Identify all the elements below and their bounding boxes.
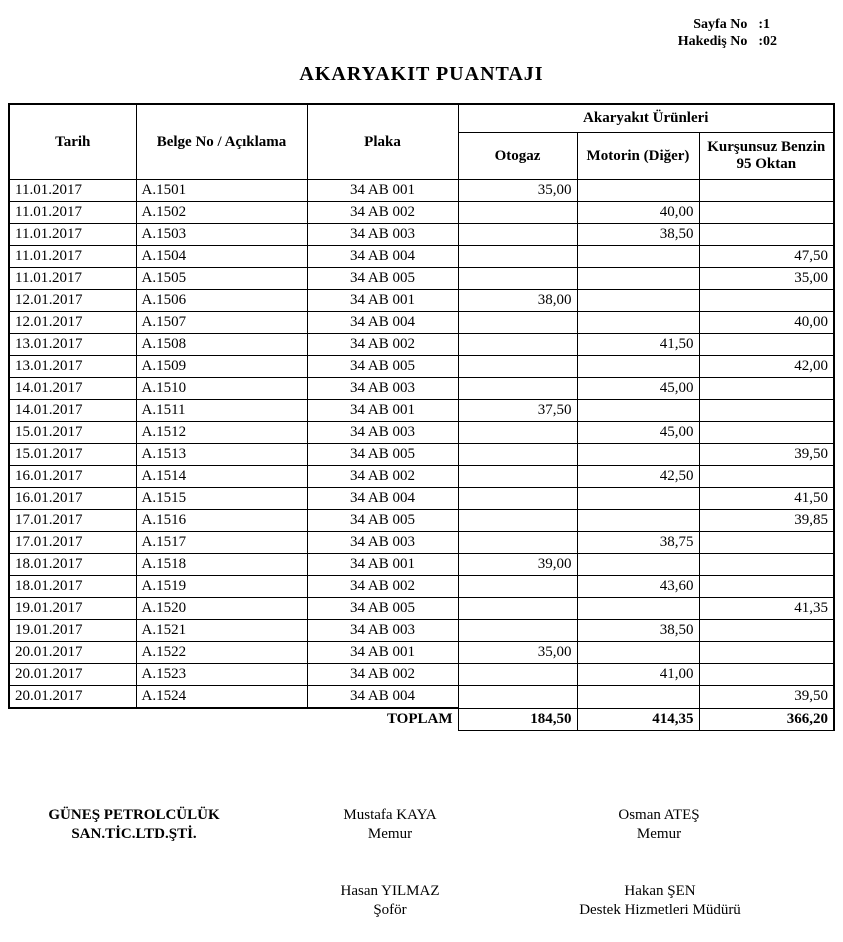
cell-benzin [699, 400, 834, 422]
cell-otogaz [458, 510, 577, 532]
table-row [9, 488, 834, 510]
cell-plaka: 34 AB 002 [307, 202, 458, 224]
cell-benzin [699, 378, 834, 400]
cell-belge: A.1517 [136, 532, 307, 554]
cell-plaka: 34 AB 004 [307, 488, 458, 510]
signature-line1: Osman ATEŞ [618, 807, 700, 823]
cell-otogaz [458, 686, 577, 709]
cell-otogaz [458, 620, 577, 642]
cell-motorin: 41,00 [577, 664, 699, 686]
cell-motorin [577, 290, 699, 312]
signature-line2: Destek Hizmetleri Müdürü [579, 902, 741, 918]
table-row [9, 664, 834, 686]
table-row [9, 246, 834, 268]
cell-otogaz [458, 488, 577, 510]
cell-belge: A.1519 [136, 576, 307, 598]
cell-tarih: 18.01.2017 [9, 576, 136, 598]
cell-motorin: 38,50 [577, 224, 699, 246]
cell-belge: A.1524 [136, 686, 307, 709]
cell-motorin [577, 268, 699, 290]
cell-plaka: 34 AB 005 [307, 356, 458, 378]
cell-motorin [577, 444, 699, 466]
cell-tarih: 16.01.2017 [9, 466, 136, 488]
cell-motorin: 45,00 [577, 422, 699, 444]
fuel-score-table [8, 103, 835, 731]
cell-benzin [699, 620, 834, 642]
cell-tarih: 13.01.2017 [9, 356, 136, 378]
cell-tarih: 12.01.2017 [9, 312, 136, 334]
cell-plaka: 34 AB 001 [307, 290, 458, 312]
column-header-belge: Belge No / Açıklama [136, 104, 307, 180]
header-row-group [9, 104, 834, 133]
cell-benzin [699, 554, 834, 576]
cell-otogaz [458, 334, 577, 356]
cell-benzin [699, 202, 834, 224]
signature-hakan-sen [579, 882, 741, 920]
table-row [9, 598, 834, 620]
cell-plaka: 34 AB 003 [307, 378, 458, 400]
cell-plaka: 34 AB 004 [307, 686, 458, 709]
table-row [9, 642, 834, 664]
total-motorin: 414,35 [577, 708, 699, 730]
cell-tarih: 18.01.2017 [9, 554, 136, 576]
cell-belge: A.1522 [136, 642, 307, 664]
table-row [9, 620, 834, 642]
signature-mustafa-kaya [343, 806, 436, 844]
signature-line1: Hasan YILMAZ [340, 883, 440, 899]
total-label-cell: TOPLAM [386, 711, 453, 727]
cell-motorin [577, 180, 699, 202]
signature-line2: Şoför [373, 902, 407, 918]
cell-otogaz: 37,50 [458, 400, 577, 422]
cell-belge: A.1510 [136, 378, 307, 400]
table-row [9, 268, 834, 290]
table-row [9, 180, 834, 202]
cell-plaka: 34 AB 001 [307, 642, 458, 664]
column-header-plaka: Plaka [307, 104, 458, 180]
cell-otogaz [458, 202, 577, 224]
total-otogaz: 184,50 [458, 708, 577, 730]
cell-plaka: 34 AB 003 [307, 532, 458, 554]
cell-benzin: 41,35 [699, 598, 834, 620]
cell-belge: A.1514 [136, 466, 307, 488]
cell-plaka: 34 AB 005 [307, 510, 458, 532]
cell-tarih: 11.01.2017 [9, 268, 136, 290]
cell-tarih: 16.01.2017 [9, 488, 136, 510]
cell-tarih: 11.01.2017 [9, 224, 136, 246]
cell-tarih: 17.01.2017 [9, 510, 136, 532]
cell-motorin [577, 400, 699, 422]
cell-plaka: 34 AB 005 [307, 268, 458, 290]
cell-benzin [699, 334, 834, 356]
signature-line2: SAN.TİC.LTD.ŞTİ. [71, 826, 197, 842]
signature-line2: Memur [367, 826, 413, 842]
cell-motorin: 42,50 [577, 466, 699, 488]
hakedis-no-value: :02 [758, 34, 777, 49]
sayfa-no-label: Sayfa No [693, 17, 748, 32]
cell-tarih: 20.01.2017 [9, 664, 136, 686]
table-row [9, 334, 834, 356]
cell-tarih: 11.01.2017 [9, 246, 136, 268]
sayfa-no-value: :1 [758, 17, 770, 32]
table-row [9, 444, 834, 466]
cell-belge: A.1521 [136, 620, 307, 642]
cell-otogaz [458, 246, 577, 268]
cell-tarih: 11.01.2017 [9, 180, 136, 202]
table-row [9, 510, 834, 532]
cell-plaka: 34 AB 002 [307, 466, 458, 488]
cell-motorin: 45,00 [577, 378, 699, 400]
signature-line2: Memur [636, 826, 682, 842]
cell-motorin [577, 356, 699, 378]
hakedis-no-label: Hakediş No [677, 34, 748, 49]
cell-belge: A.1512 [136, 422, 307, 444]
cell-benzin: 35,00 [699, 268, 834, 290]
cell-belge: A.1511 [136, 400, 307, 422]
cell-belge: A.1503 [136, 224, 307, 246]
cell-otogaz: 35,00 [458, 180, 577, 202]
cell-plaka: 34 AB 001 [307, 554, 458, 576]
cell-belge: A.1518 [136, 554, 307, 576]
cell-tarih: 17.01.2017 [9, 532, 136, 554]
cell-motorin [577, 510, 699, 532]
cell-tarih: 12.01.2017 [9, 290, 136, 312]
cell-otogaz [458, 268, 577, 290]
table-row [9, 554, 834, 576]
cell-otogaz [458, 576, 577, 598]
cell-tarih: 20.01.2017 [9, 686, 136, 709]
cell-plaka: 34 AB 005 [307, 444, 458, 466]
table-body [9, 180, 834, 709]
cell-otogaz: 35,00 [458, 642, 577, 664]
cell-otogaz [458, 532, 577, 554]
cell-motorin [577, 554, 699, 576]
cell-motorin: 38,75 [577, 532, 699, 554]
cell-motorin [577, 312, 699, 334]
cell-otogaz [458, 444, 577, 466]
cell-plaka: 34 AB 004 [307, 312, 458, 334]
cell-belge: A.1505 [136, 268, 307, 290]
cell-belge: A.1520 [136, 598, 307, 620]
cell-belge: A.1504 [136, 246, 307, 268]
table-row [9, 466, 834, 488]
cell-otogaz [458, 224, 577, 246]
cell-tarih: 19.01.2017 [9, 620, 136, 642]
signature-osman-ates [618, 806, 699, 844]
page-meta [678, 16, 777, 50]
cell-belge: A.1515 [136, 488, 307, 510]
table-row [9, 576, 834, 598]
cell-motorin [577, 488, 699, 510]
cell-plaka: 34 AB 002 [307, 576, 458, 598]
cell-tarih: 15.01.2017 [9, 422, 136, 444]
cell-otogaz [458, 356, 577, 378]
cell-benzin: 39,50 [699, 686, 834, 709]
cell-tarih: 14.01.2017 [9, 400, 136, 422]
cell-belge: A.1508 [136, 334, 307, 356]
cell-otogaz [458, 422, 577, 444]
cell-tarih: 15.01.2017 [9, 444, 136, 466]
cell-benzin [699, 224, 834, 246]
cell-benzin [699, 180, 834, 202]
cell-plaka: 34 AB 002 [307, 334, 458, 356]
cell-benzin [699, 664, 834, 686]
table-row [9, 202, 834, 224]
cell-motorin [577, 598, 699, 620]
cell-belge: A.1516 [136, 510, 307, 532]
cell-tarih: 14.01.2017 [9, 378, 136, 400]
cell-otogaz [458, 598, 577, 620]
cell-plaka: 34 AB 004 [307, 246, 458, 268]
table-row [9, 290, 834, 312]
column-header-motorin: Motorin (Diğer) [577, 133, 699, 180]
cell-benzin [699, 290, 834, 312]
cell-benzin: 42,00 [699, 356, 834, 378]
column-header-benzin: Kurşunsuz Benzin 95 Oktan [699, 133, 834, 180]
cell-benzin: 41,50 [699, 488, 834, 510]
cell-belge: A.1502 [136, 202, 307, 224]
cell-benzin [699, 532, 834, 554]
signature-line1: Hakan ŞEN [624, 883, 696, 899]
cell-benzin [699, 466, 834, 488]
signature-company [48, 806, 219, 844]
cell-plaka: 34 AB 005 [307, 598, 458, 620]
cell-otogaz: 38,00 [458, 290, 577, 312]
table-row [9, 378, 834, 400]
signature-line1: GÜNEŞ PETROLCÜLÜK [48, 807, 220, 823]
signature-hasan-yilmaz [340, 882, 439, 920]
table-row [9, 312, 834, 334]
cell-motorin: 43,60 [577, 576, 699, 598]
cell-otogaz [458, 466, 577, 488]
column-header-tarih: Tarih [9, 104, 136, 180]
table-row [9, 400, 834, 422]
cell-motorin [577, 246, 699, 268]
cell-benzin: 39,85 [699, 510, 834, 532]
cell-motorin: 41,50 [577, 334, 699, 356]
cell-plaka: 34 AB 003 [307, 224, 458, 246]
cell-benzin [699, 642, 834, 664]
cell-belge: A.1501 [136, 180, 307, 202]
cell-plaka: 34 AB 001 [307, 180, 458, 202]
cell-otogaz [458, 312, 577, 334]
cell-tarih: 19.01.2017 [9, 598, 136, 620]
cell-belge: A.1507 [136, 312, 307, 334]
table-row [9, 422, 834, 444]
total-benzin: 366,20 [699, 708, 834, 730]
total-row [9, 708, 834, 730]
cell-benzin [699, 576, 834, 598]
cell-benzin: 39,50 [699, 444, 834, 466]
cell-tarih: 11.01.2017 [9, 202, 136, 224]
cell-otogaz: 39,00 [458, 554, 577, 576]
table-row [9, 532, 834, 554]
cell-belge: A.1509 [136, 356, 307, 378]
cell-otogaz [458, 664, 577, 686]
cell-benzin: 40,00 [699, 312, 834, 334]
cell-tarih: 13.01.2017 [9, 334, 136, 356]
cell-motorin [577, 642, 699, 664]
table-row [9, 356, 834, 378]
page-title: AKARYAKIT PUANTAJI [299, 63, 544, 85]
cell-belge: A.1523 [136, 664, 307, 686]
signature-line1: Mustafa KAYA [343, 807, 437, 823]
column-group-header-urunler: Akaryakıt Ürünleri [458, 104, 834, 133]
cell-motorin: 40,00 [577, 202, 699, 224]
cell-benzin [699, 422, 834, 444]
cell-plaka: 34 AB 002 [307, 664, 458, 686]
cell-motorin: 38,50 [577, 620, 699, 642]
cell-benzin: 47,50 [699, 246, 834, 268]
cell-plaka: 34 AB 003 [307, 620, 458, 642]
cell-plaka: 34 AB 001 [307, 400, 458, 422]
column-header-otogaz: Otogaz [458, 133, 577, 180]
cell-plaka: 34 AB 003 [307, 422, 458, 444]
cell-motorin [577, 686, 699, 709]
cell-belge: A.1506 [136, 290, 307, 312]
cell-belge: A.1513 [136, 444, 307, 466]
table-row [9, 686, 834, 709]
cell-otogaz [458, 378, 577, 400]
cell-tarih: 20.01.2017 [9, 642, 136, 664]
table-row [9, 224, 834, 246]
